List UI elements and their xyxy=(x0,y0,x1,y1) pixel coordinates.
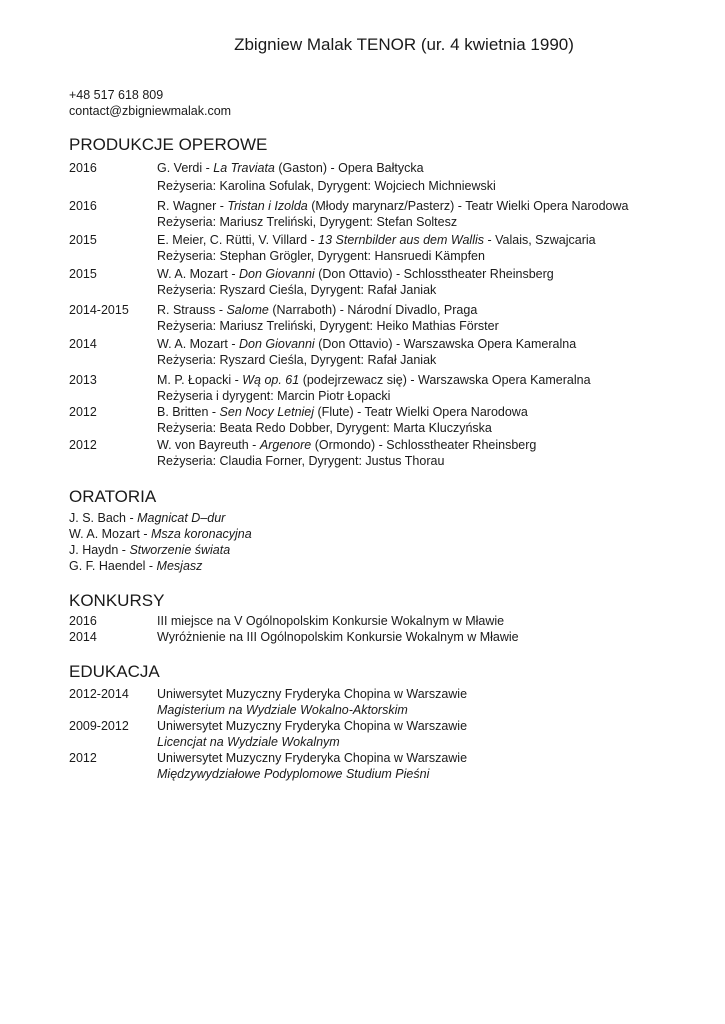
entry-year: 2015 xyxy=(69,233,97,247)
entry-year: 2013 xyxy=(69,373,97,387)
entry-year: 2012 xyxy=(69,405,97,419)
entry-credits: Reżyseria: Claudia Forner, Dyrygent: Justus Thorau xyxy=(157,454,445,468)
entry-credits: Reżyseria: Stephan Grögler, Dyrygent: Hansruedi Kämpfen xyxy=(157,249,485,263)
entry-text: III miejsce na V Ogólnopolskim Konkursie Wokalnym w Mławie xyxy=(157,614,505,628)
entry-title: R. Strauss - Salome (Narraboth) - Národní Divadlo, Praga xyxy=(157,303,478,317)
entry-title: W. A. Mozart - Don Giovanni (Don Ottavio) - Warszawska Opera Kameralna xyxy=(157,337,577,351)
degree-name: Międzywydziałowe Podyplomowe Studium Pieśni xyxy=(157,767,430,781)
entry-title: E. Meier, C. Rütti, V. Villard - 13 Sternbilder aus dem Wallis - Valais, Szwajcaria xyxy=(157,233,596,247)
oratorio-entry: W. A. Mozart - Msza koronacyjna xyxy=(69,527,252,541)
page-title: Zbigniew Malak TENOR (ur. 4 kwietnia 1990) xyxy=(234,35,574,54)
phone-number: +48 517 618 809 xyxy=(69,88,164,102)
entry-credits: Reżyseria: Mariusz Treliński, Dyrygent: Heiko Mathias Förster xyxy=(157,319,499,333)
entry-year: 2012 xyxy=(69,751,97,765)
entry-year: 2009-2012 xyxy=(69,719,129,733)
contact-block xyxy=(69,87,231,119)
entry-text: Wyróżnienie na III Ogólnopolskim Konkursie Wokalnym w Mławie xyxy=(157,630,519,644)
section-title-oratoria: ORATORIA xyxy=(69,487,157,506)
email-address: contact@zbigniewmalak.com xyxy=(69,104,232,118)
entry-year: 2016 xyxy=(69,614,97,628)
entry-year: 2014 xyxy=(69,337,97,351)
entry-title: W. von Bayreuth - Argenore (Ormondo) - Schlosstheater Rheinsberg xyxy=(157,438,537,452)
degree-name: Magisterium na Wydziale Wokalno-Aktorskim xyxy=(157,703,408,717)
entry-title: G. Verdi - La Traviata (Gaston) - Opera Bałtycka xyxy=(157,161,424,175)
section-title-opera: PRODUKCJE OPEROWE xyxy=(69,135,268,154)
entry-year: 2012-2014 xyxy=(69,687,129,701)
entry-credits: Reżyseria i dyrygent: Marcin Piotr Łopacki xyxy=(157,389,391,403)
oratorio-entry: J. Haydn - Stworzenie świata xyxy=(69,543,231,557)
entry-title: R. Wagner - Tristan i Izolda (Młody marynarz/Pasterz) - Teatr Wielki Opera Narodowa xyxy=(157,199,629,213)
oratorio-entry: J. S. Bach - Magnicat D–dur xyxy=(69,511,226,525)
entry-year: 2014 xyxy=(69,630,97,644)
entry-credits: Reżyseria: Beata Redo Dobber, Dyrygent: Marta Kluczyńska xyxy=(157,421,492,435)
school-name: Uniwersytet Muzyczny Fryderyka Chopina w Warszawie xyxy=(157,687,468,701)
entry-year: 2012 xyxy=(69,438,97,452)
entry-year: 2016 xyxy=(69,161,97,175)
section-title-konkursy: KONKURSY xyxy=(69,591,165,610)
entry-credits: Reżyseria: Ryszard Cieśla, Dyrygent: Rafał Janiak xyxy=(157,353,437,367)
school-name: Uniwersytet Muzyczny Fryderyka Chopina w Warszawie xyxy=(157,751,468,765)
entry-title: B. Britten - Sen Nocy Letniej (Flute) - Teatr Wielki Opera Narodowa xyxy=(157,405,528,419)
entry-title: M. P. Łopacki - Wą op. 61 (podejrzewacz się) - Warszawska Opera Kameralna xyxy=(157,373,591,387)
entry-credits: Reżyseria: Mariusz Treliński, Dyrygent: Stefan Soltesz xyxy=(157,215,458,229)
entry-title: W. A. Mozart - Don Giovanni (Don Ottavio) - Schlosstheater Rheinsberg xyxy=(157,267,554,281)
entry-credits: Reżyseria: Ryszard Cieśla, Dyrygent: Rafał Janiak xyxy=(157,283,437,297)
entry-credits: Reżyseria: Karolina Sofulak, Dyrygent: Wojciech Michniewski xyxy=(157,179,496,193)
entry-year: 2015 xyxy=(69,267,97,281)
degree-name: Licencjat na Wydziale Wokalnym xyxy=(157,735,340,749)
section-title-edukacja: EDUKACJA xyxy=(69,662,160,681)
entry-year: 2014-2015 xyxy=(69,303,129,317)
oratorio-entry: G. F. Haendel - Mesjasz xyxy=(69,559,203,573)
school-name: Uniwersytet Muzyczny Fryderyka Chopina w Warszawie xyxy=(157,719,468,733)
entry-year: 2016 xyxy=(69,199,97,213)
